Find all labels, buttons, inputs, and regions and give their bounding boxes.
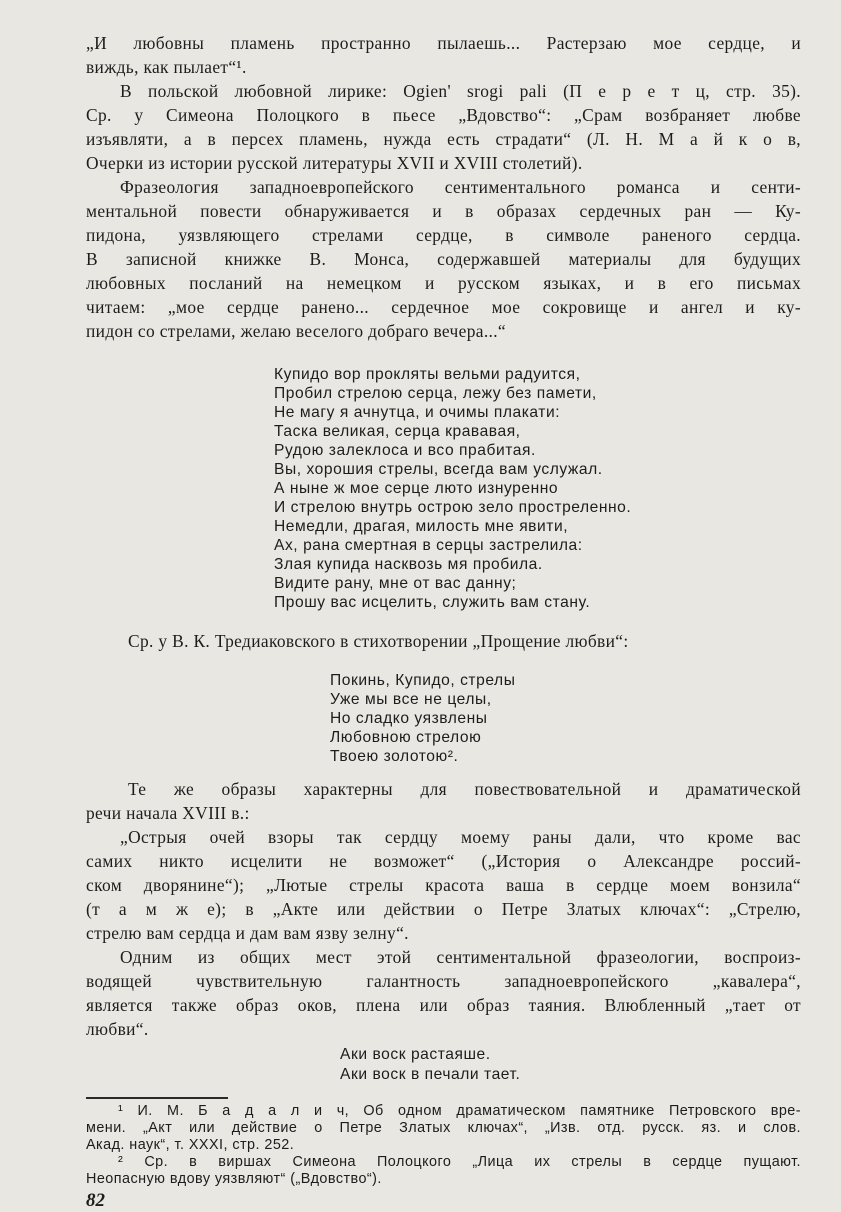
text-line: Очерки из истории русской литературы XVII и XVIII столетий). [86, 153, 583, 173]
text-line: Фразеология западноевропейского сентиментального романса и сенти- [120, 177, 801, 197]
footnote-line: Акад. наук“, т. XXXI, стр. 252. [86, 1137, 295, 1153]
verse-line: А ныне ж мое серце люто изнуренно [274, 480, 559, 497]
verse-line: Видите рану, мне от вас данну; [274, 575, 517, 592]
text-line: читаем: „мое сердце ранено... сердечное мое сокровище и ангел и ку- [86, 297, 801, 317]
text-line: „И любовны пламень пространно пылаешь... Растерзаю мое сердце, и [86, 33, 801, 53]
footnote-divider [86, 1097, 228, 1099]
text-line: ском дворянине“); „Лютые стрелы красота ваша в сердце моем вонзила“ [86, 875, 801, 895]
text-line: ментальной повести обнаруживается и в образах сердечных ран — Ку- [86, 201, 801, 221]
text-line: В записной книжке В. Монса, содержавшей материалы для будущих [86, 249, 801, 269]
verse-line: Ах, рана смертная в серцы застрелила: [274, 537, 583, 554]
verse-line: Пробил стрелою серца, лежу без памети, [274, 385, 597, 402]
verse-line: Твоею золотою². [330, 748, 459, 765]
footnote-line: ² Ср. в виршах Симеона Полоцкого „Лица их стрелы в сердце пущают. [118, 1154, 801, 1170]
verse-line: Аки воск растаяше. [340, 1046, 491, 1063]
text-line: речи начала XVIII в.: [86, 803, 250, 823]
verse-line: Прошу вас исцелить, служить вам стану. [274, 594, 591, 611]
verse-line: Вы, хорошия стрелы, всегда вам услужал. [274, 461, 603, 478]
verse-line: И стрелою внутрь острою зело простреленно. [274, 499, 632, 516]
verse-line: Таска великая, серца крававая, [274, 423, 521, 440]
text-line: любовных посланий на немецком и русском языках, и в его письмах [86, 273, 801, 293]
text-line: самих никто исцелити не возможет“ („История о Александре россий- [86, 851, 801, 871]
text-line: изъявляти, а в персех пламень, нужда есть страдати“ (Л. Н. М а й к о в, [86, 129, 801, 149]
text-line: Ср. у В. К. Тредиаковского в стихотворении „Прощение любви“: [128, 631, 629, 651]
text-line: (т а м ж е); в „Акте или действии о Петре Златых ключах“: „Стрелю, [86, 899, 801, 919]
footnote-line: ¹ И. М. Б а д а л и ч, Об одном драматическом памятнике Петровского вре- [118, 1103, 801, 1119]
verse-line: Не магу я ачнутца, и очимы плакати: [274, 404, 561, 421]
page-number: 82 [86, 1190, 105, 1211]
text-line: Ср. у Симеона Полоцкого в пьесе „Вдовство“: „Срам возбраняет любве [86, 105, 801, 125]
text-line: Те же образы характерны для повествовательной и драматической [128, 779, 801, 799]
text-line: пидон со стрелами, желаю веселого добраго вечера...“ [86, 321, 506, 341]
verse-line: Уже мы все не целы, [330, 691, 492, 708]
text-line: водящей чувствительную галантность западноевропейского „кавалера“, [86, 971, 801, 991]
verse-line: Покинь, Купидо, стрелы [330, 672, 516, 689]
text-line: любви“. [86, 1019, 149, 1039]
text-line: „Острыя очей взоры так сердцу моему раны дали, что кроме вас [120, 827, 801, 847]
text-line: виждь, как пылает“¹. [86, 57, 247, 77]
verse-line: Но сладко уязвлены [330, 710, 488, 727]
verse-line: Немедли, драгая, милость мне явити, [274, 518, 569, 535]
text-line: является также образ оков, плена или образ таяния. Влюбленный „тает от [86, 995, 801, 1015]
text-line: В польской любовной лирике: Ogien' srogi pali (П е р е т ц, стр. 35). [120, 81, 801, 101]
verse-line: Купидо вор прокляты вельми радуится, [274, 366, 581, 383]
footnote-line: Неопасную вдову уязвляют“ („Вдовство“). [86, 1171, 382, 1187]
verse-line: Аки воск в печали тает. [340, 1066, 521, 1083]
verse-line: Любовною стрелою [330, 729, 482, 746]
text-line: стрелю вам сердца и дам вам язву зелну“. [86, 923, 409, 943]
text-line: пидона, уязвляющего стрелами сердце, в символе раненого сердца. [86, 225, 801, 245]
text-line: Одним из общих мест этой сентиментальной фразеологии, воспроиз- [120, 947, 801, 967]
footnote-line: мени. „Акт или действие о Петре Златых ключах“, „Изв. отд. русск. яз. и слов. [86, 1120, 801, 1136]
verse-line: Рудою залеклоса и всо прабитая. [274, 442, 536, 459]
verse-line: Злая купида насквозь мя пробила. [274, 556, 543, 573]
